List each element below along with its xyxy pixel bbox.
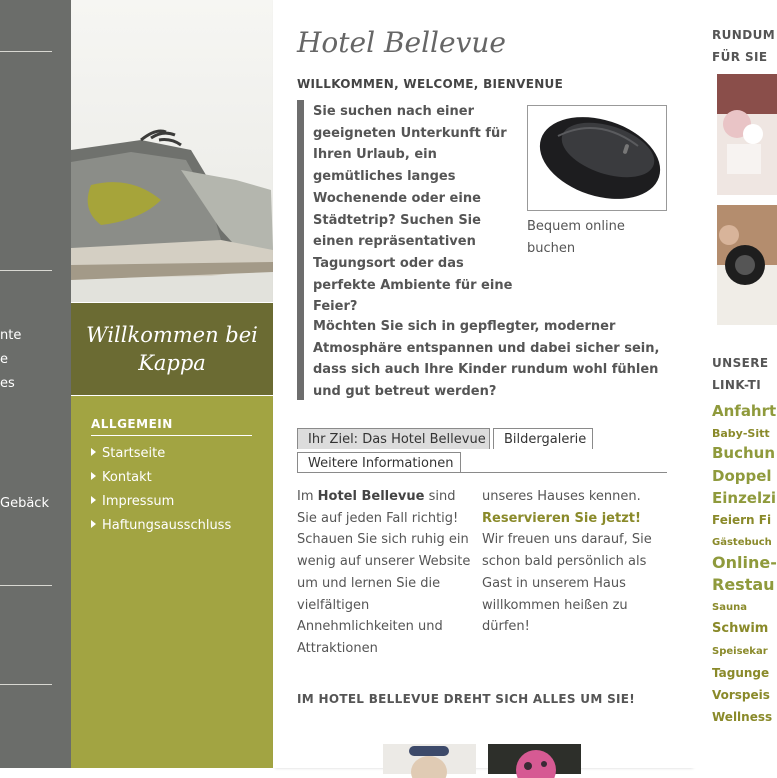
tag-link[interactable]: Buchun bbox=[712, 444, 776, 462]
thumbnail-image[interactable] bbox=[488, 744, 581, 774]
sidebar-item-startseite[interactable] bbox=[91, 446, 165, 461]
left-gray-column bbox=[0, 0, 71, 768]
tag-link[interactable]: Gästebuch bbox=[712, 537, 772, 548]
body-text-left bbox=[297, 486, 472, 660]
ball-image bbox=[488, 744, 581, 774]
tab-bildergalerie[interactable]: Bildergalerie bbox=[493, 428, 593, 449]
camera-photo[interactable] bbox=[717, 205, 777, 325]
body-text: sind Sie auf jeden Fall richtig! Schauen Sie sich ruhig ein wenig auf unserer Website um und lernen Sie die vielfältigen Annehmlichkeiten und Attraktionen bbox=[297, 489, 471, 656]
arrow-right-icon bbox=[91, 496, 96, 504]
sidebar-item-label: Startseite bbox=[102, 446, 166, 461]
welcome-heading: Willkommen bei Kappa bbox=[86, 323, 258, 375]
section-heading: IM HOTEL BELLEVUE DREHT SICH ALLES UM SIE! bbox=[297, 692, 636, 706]
left-divider bbox=[0, 51, 52, 52]
tag-link[interactable]: Anfahrt bbox=[712, 402, 777, 420]
computer-mouse-image bbox=[528, 106, 666, 210]
reserve-link[interactable]: Reservieren Sie jetzt! bbox=[482, 510, 641, 526]
sidebar-item-label: Kontakt bbox=[102, 470, 152, 485]
tag-link[interactable]: Wellness bbox=[712, 710, 773, 724]
tag-link[interactable]: Einzelzi bbox=[712, 489, 776, 507]
tag-link[interactable]: Vorspeis bbox=[712, 688, 770, 702]
body-text-right bbox=[482, 486, 657, 638]
tag-link[interactable]: Sauna bbox=[712, 602, 747, 613]
page-title: Hotel Bellevue bbox=[297, 26, 507, 59]
left-nav-item[interactable]: Gebäck bbox=[0, 496, 49, 511]
arrow-right-icon bbox=[91, 448, 96, 456]
person-image bbox=[383, 744, 476, 774]
tag-link[interactable]: Tagunge bbox=[712, 666, 770, 680]
intro-text: Sie suchen nach einer geeigneten Unterkunft für Ihren Urlaub, ein gemütliches langes Wochenende oder eine Städtetrip? Suchen Sie einen repräsentativen Tagungsort oder das perfekte Ambiente für eine Feier? bbox=[313, 104, 513, 315]
image-caption: Bequem online buchen bbox=[527, 219, 625, 256]
sidebar-item-haftungsausschluss[interactable] bbox=[91, 518, 231, 533]
arrow-right-icon bbox=[91, 520, 96, 528]
sidebar-item-kontakt[interactable] bbox=[91, 470, 152, 485]
thumbnail-image[interactable] bbox=[383, 744, 476, 774]
welcome-box bbox=[71, 302, 273, 396]
right-heading: RUNDUM bbox=[712, 28, 776, 42]
left-nav-item[interactable]: nte bbox=[0, 328, 22, 343]
left-nav-item[interactable]: e bbox=[0, 352, 8, 367]
sidebar-item-label: Impressum bbox=[102, 494, 175, 509]
photographer-image bbox=[717, 205, 777, 325]
tag-link[interactable]: Speisekar bbox=[712, 646, 768, 657]
tag-link[interactable]: Baby-Sitt bbox=[712, 427, 770, 440]
wedding-photo[interactable] bbox=[717, 74, 777, 195]
sidebar-item-impressum[interactable] bbox=[91, 494, 174, 509]
nav-section-title: ALLGEMEIN bbox=[91, 417, 252, 436]
sneaker-image bbox=[71, 0, 273, 302]
sidebar bbox=[71, 0, 273, 768]
wedding-image bbox=[717, 74, 777, 195]
tag-link[interactable]: Restau bbox=[712, 575, 775, 594]
left-divider bbox=[0, 585, 52, 586]
right-heading: UNSERE bbox=[712, 356, 769, 370]
sneaker-photo bbox=[71, 0, 273, 302]
tag-link[interactable]: Doppel bbox=[712, 467, 772, 485]
main-content bbox=[273, 0, 691, 768]
sidebar-item-label: Haftungsausschluss bbox=[102, 518, 232, 533]
tab-weitere-informationen[interactable]: Weitere Informationen bbox=[297, 452, 461, 473]
tab-divider bbox=[297, 472, 667, 473]
left-divider bbox=[0, 270, 52, 271]
right-heading: FÜR SIE bbox=[712, 50, 768, 64]
right-heading: LINK-TI bbox=[712, 378, 762, 392]
tag-link[interactable]: Online- bbox=[712, 553, 777, 572]
body-text: unseres Hauses kennen. bbox=[482, 489, 641, 504]
arrow-right-icon bbox=[91, 472, 96, 480]
mouse-image[interactable] bbox=[527, 105, 667, 211]
page-subtitle: WILLKOMMEN, WELCOME, BIENVENUE bbox=[297, 77, 564, 91]
body-text: Im bbox=[297, 489, 318, 504]
quote-bar bbox=[297, 100, 304, 400]
right-sidebar bbox=[691, 0, 777, 768]
intro-text-2: Möchten Sie sich in gepflegter, moderner Atmosphäre entspannen und dabei sicher sein, dass sich auch Ihre Kinder rundum wohl fühlen und gut betreut werden? bbox=[313, 319, 660, 400]
left-nav-item[interactable]: es bbox=[0, 376, 15, 391]
hotel-name: Hotel Bellevue bbox=[317, 489, 425, 504]
tag-link[interactable]: Schwim bbox=[712, 621, 769, 636]
tab-hotel-bellevue[interactable]: Ihr Ziel: Das Hotel Bellevue bbox=[297, 428, 490, 449]
tag-link[interactable]: Feiern Fi bbox=[712, 513, 772, 527]
body-text: Wir freuen uns darauf, Sie schon bald persönlich als Gast in unserem Haus willkommen heißen zu dürfen! bbox=[482, 532, 652, 635]
left-divider bbox=[0, 684, 52, 685]
